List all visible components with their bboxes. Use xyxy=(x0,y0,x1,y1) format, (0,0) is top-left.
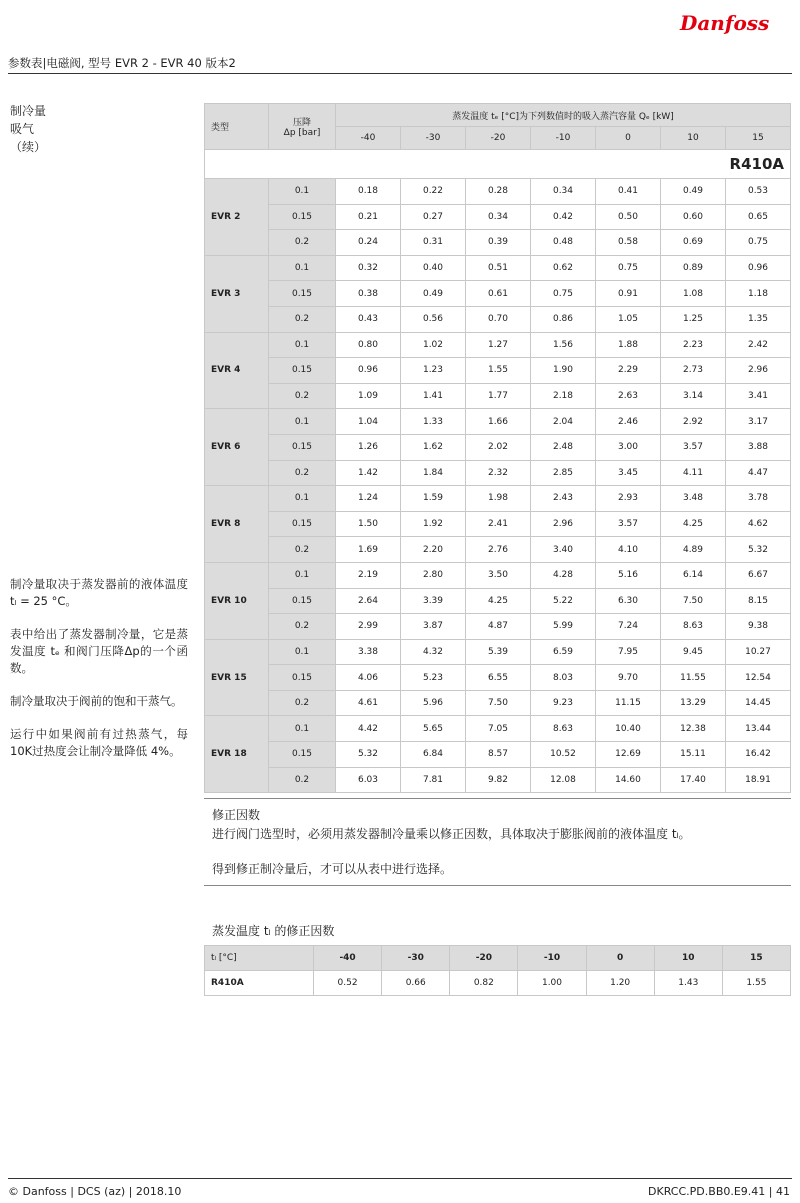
capacity-cell: 4.62 xyxy=(726,511,791,537)
table-row xyxy=(205,230,791,256)
pressure-drop-cell: 0.2 xyxy=(269,690,336,716)
capacity-cell: 6.59 xyxy=(531,639,596,665)
table-row xyxy=(205,716,791,742)
pressure-drop-cell: 0.1 xyxy=(269,639,336,665)
capacity-cell: 1.77 xyxy=(466,383,531,409)
capacity-cell: 7.95 xyxy=(596,639,661,665)
capacity-cell: 0.24 xyxy=(336,230,401,256)
table-row xyxy=(205,281,791,307)
capacity-cell: 2.85 xyxy=(531,460,596,486)
capacity-cell: 0.31 xyxy=(401,230,466,256)
footer-left: © Danfoss | DCS (az) | 2018.10 xyxy=(8,1185,182,1198)
capacity-cell: 4.42 xyxy=(336,716,401,742)
pressure-drop-cell: 0.2 xyxy=(269,460,336,486)
capacity-cell: 3.87 xyxy=(401,614,466,640)
footer-divider xyxy=(8,1178,792,1179)
logo-text: Danfoss xyxy=(680,11,770,35)
capacity-cell: 7.05 xyxy=(466,716,531,742)
capacity-cell: 2.43 xyxy=(531,486,596,512)
capacity-cell: 1.05 xyxy=(596,306,661,332)
capacity-cell: 3.50 xyxy=(466,562,531,588)
capacity-cell: 0.42 xyxy=(531,204,596,230)
capacity-cell: 4.06 xyxy=(336,665,401,691)
capacity-cell: 0.41 xyxy=(596,179,661,205)
capacity-cell: 0.34 xyxy=(531,179,596,205)
capacity-cell: 3.57 xyxy=(661,434,726,460)
pressure-drop-cell: 0.2 xyxy=(269,306,336,332)
table-row xyxy=(205,332,791,358)
header-temperature: -40 xyxy=(336,127,401,150)
capacity-cell: 1.18 xyxy=(726,281,791,307)
capacity-cell: 1.42 xyxy=(336,460,401,486)
capacity-cell: 0.18 xyxy=(336,179,401,205)
capacity-cell: 2.63 xyxy=(596,383,661,409)
capacity-cell: 2.02 xyxy=(466,434,531,460)
capacity-cell: 0.91 xyxy=(596,281,661,307)
capacity-cell: 0.21 xyxy=(336,204,401,230)
table-row xyxy=(205,588,791,614)
capacity-cell: 3.39 xyxy=(401,588,466,614)
capacity-cell: 3.78 xyxy=(726,486,791,512)
capacity-cell: 1.62 xyxy=(401,434,466,460)
capacity-cell: 0.53 xyxy=(726,179,791,205)
correction-header-label: tₗ [°C] xyxy=(205,946,314,971)
header-temperature: 0 xyxy=(596,127,661,150)
section-heading-line2: 吸气 xyxy=(10,122,35,136)
capacity-cell: 6.55 xyxy=(466,665,531,691)
capacity-cell: 0.69 xyxy=(661,230,726,256)
header-capacity-group: 蒸发温度 tₑ [°C]为下列数值时的吸入蒸汽容量 Qₑ [kW] xyxy=(336,104,791,127)
capacity-cell: 8.57 xyxy=(466,742,531,768)
note-paragraph: 运行中如果阀前有过热蒸气，每10K过热度会让制冷量降低 4%。 xyxy=(10,727,188,758)
pressure-drop-cell: 0.1 xyxy=(269,179,336,205)
capacity-cell: 0.80 xyxy=(336,332,401,358)
danfoss-logo xyxy=(676,6,786,38)
capacity-cell: 0.65 xyxy=(726,204,791,230)
capacity-cell: 0.96 xyxy=(726,255,791,281)
capacity-cell: 2.46 xyxy=(596,409,661,435)
correction-table-title: 蒸发温度 tₗ 的修正因数 xyxy=(212,924,335,938)
capacity-cell: 2.41 xyxy=(466,511,531,537)
capacity-cell: 0.27 xyxy=(401,204,466,230)
capacity-cell: 2.96 xyxy=(726,358,791,384)
pressure-drop-cell: 0.1 xyxy=(269,255,336,281)
capacity-cell: 0.56 xyxy=(401,306,466,332)
capacity-cell: 4.47 xyxy=(726,460,791,486)
capacity-cell: 9.23 xyxy=(531,690,596,716)
correction-header-temperature: 15 xyxy=(722,946,790,971)
capacity-cell: 3.00 xyxy=(596,434,661,460)
note-paragraph: 表中给出了蒸发器制冷量，它是蒸发温度 tₑ 和阀门压降Δp的一个函数。 xyxy=(10,627,188,675)
capacity-cell: 0.86 xyxy=(531,306,596,332)
table-row xyxy=(205,434,791,460)
capacity-cell: 9.45 xyxy=(661,639,726,665)
capacity-cell: 4.28 xyxy=(531,562,596,588)
refrigerant-label: R410A xyxy=(205,150,791,179)
table-row xyxy=(205,511,791,537)
capacity-cell: 2.64 xyxy=(336,588,401,614)
capacity-cell: 1.66 xyxy=(466,409,531,435)
capacity-cell: 16.42 xyxy=(726,742,791,768)
capacity-cell: 1.55 xyxy=(466,358,531,384)
pressure-drop-cell: 0.15 xyxy=(269,434,336,460)
capacity-cell: 6.30 xyxy=(596,588,661,614)
header-divider xyxy=(8,73,792,74)
capacity-cell: 0.51 xyxy=(466,255,531,281)
capacity-cell: 12.08 xyxy=(531,767,596,793)
correction-text: 进行阀门选型时，必须用蒸发器制冷量乘以修正因数，具体取决于膨胀阀前的液体温度 tₗ。 xyxy=(212,827,691,841)
capacity-cell: 2.04 xyxy=(531,409,596,435)
pressure-drop-cell: 0.15 xyxy=(269,281,336,307)
capacity-cell: 12.38 xyxy=(661,716,726,742)
capacity-cell: 0.96 xyxy=(336,358,401,384)
table-row xyxy=(205,204,791,230)
valve-type-cell: EVR 2 xyxy=(205,179,269,256)
capacity-cell: 2.96 xyxy=(531,511,596,537)
capacity-cell: 5.22 xyxy=(531,588,596,614)
capacity-cell: 6.67 xyxy=(726,562,791,588)
capacity-cell: 7.50 xyxy=(466,690,531,716)
capacity-cell: 3.88 xyxy=(726,434,791,460)
capacity-cell: 12.54 xyxy=(726,665,791,691)
capacity-cell: 5.39 xyxy=(466,639,531,665)
capacity-cell: 0.75 xyxy=(726,230,791,256)
capacity-cell: 0.43 xyxy=(336,306,401,332)
header-temperature: -30 xyxy=(401,127,466,150)
table-row xyxy=(205,409,791,435)
capacity-cell: 0.39 xyxy=(466,230,531,256)
capacity-cell: 0.75 xyxy=(596,255,661,281)
header-temperature: -20 xyxy=(466,127,531,150)
capacity-cell: 17.40 xyxy=(661,767,726,793)
capacity-cell: 6.03 xyxy=(336,767,401,793)
capacity-cell: 8.63 xyxy=(531,716,596,742)
table-row xyxy=(205,767,791,793)
capacity-cell: 4.89 xyxy=(661,537,726,563)
capacity-cell: 2.73 xyxy=(661,358,726,384)
capacity-cell: 14.45 xyxy=(726,690,791,716)
capacity-cell: 2.76 xyxy=(466,537,531,563)
capacity-cell: 1.59 xyxy=(401,486,466,512)
capacity-cell: 4.10 xyxy=(596,537,661,563)
capacity-cell: 5.32 xyxy=(726,537,791,563)
capacity-cell: 8.15 xyxy=(726,588,791,614)
capacity-cell: 0.34 xyxy=(466,204,531,230)
divider xyxy=(204,798,791,799)
capacity-cell: 6.14 xyxy=(661,562,726,588)
correction-header-row xyxy=(205,946,791,971)
table-row xyxy=(205,537,791,563)
capacity-cell: 1.69 xyxy=(336,537,401,563)
header-temperature: 15 xyxy=(726,127,791,150)
pressure-drop-cell: 0.1 xyxy=(269,409,336,435)
header-temperature: 10 xyxy=(661,127,726,150)
capacity-cell: 1.35 xyxy=(726,306,791,332)
section-heading-line1: 制冷量 xyxy=(10,104,47,118)
table-row xyxy=(205,742,791,768)
table-row xyxy=(205,255,791,281)
table-row xyxy=(205,690,791,716)
footer-right: DKRCC.PD.BB0.E9.41 | 41 xyxy=(648,1185,790,1198)
pressure-drop-cell: 0.2 xyxy=(269,383,336,409)
correction-header-temperature: -10 xyxy=(518,946,586,971)
table-row xyxy=(205,486,791,512)
side-notes xyxy=(10,576,188,776)
table-row xyxy=(205,665,791,691)
capacity-cell: 2.48 xyxy=(531,434,596,460)
table-row xyxy=(205,306,791,332)
capacity-cell: 4.11 xyxy=(661,460,726,486)
capacity-cell: 1.33 xyxy=(401,409,466,435)
capacity-cell: 2.32 xyxy=(466,460,531,486)
header-pressure-drop-line2: Δp [bar] xyxy=(283,128,321,138)
correction-values-row xyxy=(205,971,791,996)
correction-factor-cell: 0.52 xyxy=(314,971,382,996)
correction-factor-cell: 0.66 xyxy=(382,971,450,996)
pressure-drop-cell: 0.15 xyxy=(269,511,336,537)
capacity-cell: 0.28 xyxy=(466,179,531,205)
capacity-cell: 0.49 xyxy=(401,281,466,307)
capacity-cell: 2.18 xyxy=(531,383,596,409)
capacity-cell: 9.38 xyxy=(726,614,791,640)
refrigerant-row xyxy=(205,150,791,179)
capacity-cell: 7.81 xyxy=(401,767,466,793)
correction-factor-cell: 1.00 xyxy=(518,971,586,996)
capacity-cell: 0.22 xyxy=(401,179,466,205)
capacity-cell: 10.27 xyxy=(726,639,791,665)
page-header-title: 参数表|电磁阀, 型号 EVR 2 - EVR 40 版本2 xyxy=(8,56,236,70)
capacity-cell: 5.99 xyxy=(531,614,596,640)
note-paragraph: 制冷量取决于阀前的饱和干蒸气。 xyxy=(10,694,183,708)
capacity-cell: 5.65 xyxy=(401,716,466,742)
pressure-drop-cell: 0.15 xyxy=(269,588,336,614)
table-row xyxy=(205,358,791,384)
capacity-cell: 8.63 xyxy=(661,614,726,640)
capacity-cell: 1.98 xyxy=(466,486,531,512)
header-temperature: -10 xyxy=(531,127,596,150)
valve-type-cell: EVR 10 xyxy=(205,562,269,639)
valve-type-cell: EVR 18 xyxy=(205,716,269,793)
table-row xyxy=(205,460,791,486)
capacity-cell: 1.09 xyxy=(336,383,401,409)
capacity-cell: 2.80 xyxy=(401,562,466,588)
table-row xyxy=(205,562,791,588)
correction-header-temperature: 10 xyxy=(654,946,722,971)
correction-text: 得到修正制冷量后，才可以从表中进行选择。 xyxy=(212,862,453,876)
capacity-cell: 2.20 xyxy=(401,537,466,563)
capacity-cell: 5.23 xyxy=(401,665,466,691)
capacity-cell: 3.48 xyxy=(661,486,726,512)
capacity-cell: 13.29 xyxy=(661,690,726,716)
capacity-cell: 0.61 xyxy=(466,281,531,307)
capacity-table xyxy=(204,103,791,793)
capacity-cell: 1.08 xyxy=(661,281,726,307)
capacity-cell: 1.25 xyxy=(661,306,726,332)
section-heading-line3: （续） xyxy=(10,140,47,154)
capacity-cell: 1.27 xyxy=(466,332,531,358)
pressure-drop-cell: 0.1 xyxy=(269,486,336,512)
capacity-cell: 2.23 xyxy=(661,332,726,358)
capacity-cell: 12.69 xyxy=(596,742,661,768)
pressure-drop-cell: 0.2 xyxy=(269,767,336,793)
capacity-cell: 0.38 xyxy=(336,281,401,307)
capacity-table-body xyxy=(205,150,791,793)
valve-type-cell: EVR 3 xyxy=(205,255,269,332)
capacity-cell: 2.29 xyxy=(596,358,661,384)
correction-header-temperature: -20 xyxy=(450,946,518,971)
capacity-cell: 7.24 xyxy=(596,614,661,640)
pressure-drop-cell: 0.2 xyxy=(269,537,336,563)
valve-type-cell: EVR 8 xyxy=(205,486,269,563)
table-row xyxy=(205,383,791,409)
capacity-cell: 5.96 xyxy=(401,690,466,716)
table-row xyxy=(205,179,791,205)
capacity-cell: 2.42 xyxy=(726,332,791,358)
capacity-cell: 3.38 xyxy=(336,639,401,665)
capacity-cell: 1.56 xyxy=(531,332,596,358)
capacity-cell: 3.17 xyxy=(726,409,791,435)
pressure-drop-cell: 0.15 xyxy=(269,665,336,691)
capacity-cell: 10.40 xyxy=(596,716,661,742)
valve-type-cell: EVR 6 xyxy=(205,409,269,486)
capacity-cell: 0.49 xyxy=(661,179,726,205)
correction-title: 修正因数 xyxy=(212,808,261,822)
pressure-drop-cell: 0.2 xyxy=(269,230,336,256)
capacity-cell: 0.40 xyxy=(401,255,466,281)
divider xyxy=(204,885,791,886)
capacity-cell: 15.11 xyxy=(661,742,726,768)
capacity-cell: 1.88 xyxy=(596,332,661,358)
correction-header-temperature: -30 xyxy=(382,946,450,971)
capacity-cell: 1.41 xyxy=(401,383,466,409)
valve-type-cell: EVR 4 xyxy=(205,332,269,409)
capacity-cell: 11.55 xyxy=(661,665,726,691)
pressure-drop-cell: 0.15 xyxy=(269,204,336,230)
capacity-cell: 1.90 xyxy=(531,358,596,384)
capacity-cell: 0.58 xyxy=(596,230,661,256)
capacity-cell: 1.92 xyxy=(401,511,466,537)
capacity-cell: 1.84 xyxy=(401,460,466,486)
capacity-cell: 1.50 xyxy=(336,511,401,537)
capacity-cell: 4.61 xyxy=(336,690,401,716)
valve-type-cell: EVR 15 xyxy=(205,639,269,716)
capacity-cell: 0.89 xyxy=(661,255,726,281)
capacity-cell: 2.19 xyxy=(336,562,401,588)
capacity-cell: 3.41 xyxy=(726,383,791,409)
capacity-cell: 4.32 xyxy=(401,639,466,665)
pressure-drop-cell: 0.1 xyxy=(269,716,336,742)
capacity-cell: 4.25 xyxy=(466,588,531,614)
capacity-cell: 8.03 xyxy=(531,665,596,691)
capacity-cell: 0.75 xyxy=(531,281,596,307)
correction-factor-cell: 1.20 xyxy=(586,971,654,996)
capacity-cell: 9.70 xyxy=(596,665,661,691)
capacity-cell: 1.23 xyxy=(401,358,466,384)
capacity-cell: 5.16 xyxy=(596,562,661,588)
capacity-cell: 3.57 xyxy=(596,511,661,537)
capacity-cell: 6.84 xyxy=(401,742,466,768)
capacity-cell: 1.24 xyxy=(336,486,401,512)
pressure-drop-cell: 0.1 xyxy=(269,332,336,358)
capacity-cell: 0.70 xyxy=(466,306,531,332)
capacity-cell: 2.93 xyxy=(596,486,661,512)
correction-factor-cell: 1.55 xyxy=(722,971,790,996)
correction-factor-cell: 1.43 xyxy=(654,971,722,996)
correction-header-temperature: -40 xyxy=(314,946,382,971)
capacity-cell: 1.02 xyxy=(401,332,466,358)
pressure-drop-cell: 0.2 xyxy=(269,614,336,640)
capacity-cell: 2.92 xyxy=(661,409,726,435)
pressure-drop-cell: 0.15 xyxy=(269,742,336,768)
capacity-cell: 3.40 xyxy=(531,537,596,563)
capacity-cell: 0.32 xyxy=(336,255,401,281)
table-row xyxy=(205,614,791,640)
header-type: 类型 xyxy=(205,104,269,150)
capacity-cell: 7.50 xyxy=(661,588,726,614)
capacity-cell: 1.26 xyxy=(336,434,401,460)
note-paragraph: 制冷量取决于蒸发器前的液体温度 tₗ = 25 °C。 xyxy=(10,577,188,608)
section-heading xyxy=(10,102,46,156)
correction-table xyxy=(204,945,791,996)
header-pressure-drop xyxy=(269,104,336,150)
capacity-cell: 13.44 xyxy=(726,716,791,742)
capacity-cell: 0.60 xyxy=(661,204,726,230)
capacity-cell: 4.25 xyxy=(661,511,726,537)
capacity-cell: 2.99 xyxy=(336,614,401,640)
pressure-drop-cell: 0.1 xyxy=(269,562,336,588)
capacity-cell: 0.50 xyxy=(596,204,661,230)
correction-factor-cell: 0.82 xyxy=(450,971,518,996)
capacity-cell: 0.62 xyxy=(531,255,596,281)
capacity-cell: 4.87 xyxy=(466,614,531,640)
correction-row-label: R410A xyxy=(205,971,314,996)
capacity-cell: 11.15 xyxy=(596,690,661,716)
capacity-cell: 10.52 xyxy=(531,742,596,768)
capacity-cell: 14.60 xyxy=(596,767,661,793)
capacity-cell: 1.04 xyxy=(336,409,401,435)
table-row xyxy=(205,639,791,665)
capacity-cell: 5.32 xyxy=(336,742,401,768)
header-pressure-drop-line1: 压降 xyxy=(292,118,311,128)
correction-header-temperature: 0 xyxy=(586,946,654,971)
capacity-cell: 3.14 xyxy=(661,383,726,409)
capacity-cell: 18.91 xyxy=(726,767,791,793)
capacity-cell: 9.82 xyxy=(466,767,531,793)
pressure-drop-cell: 0.15 xyxy=(269,358,336,384)
capacity-cell: 3.45 xyxy=(596,460,661,486)
capacity-cell: 0.48 xyxy=(531,230,596,256)
